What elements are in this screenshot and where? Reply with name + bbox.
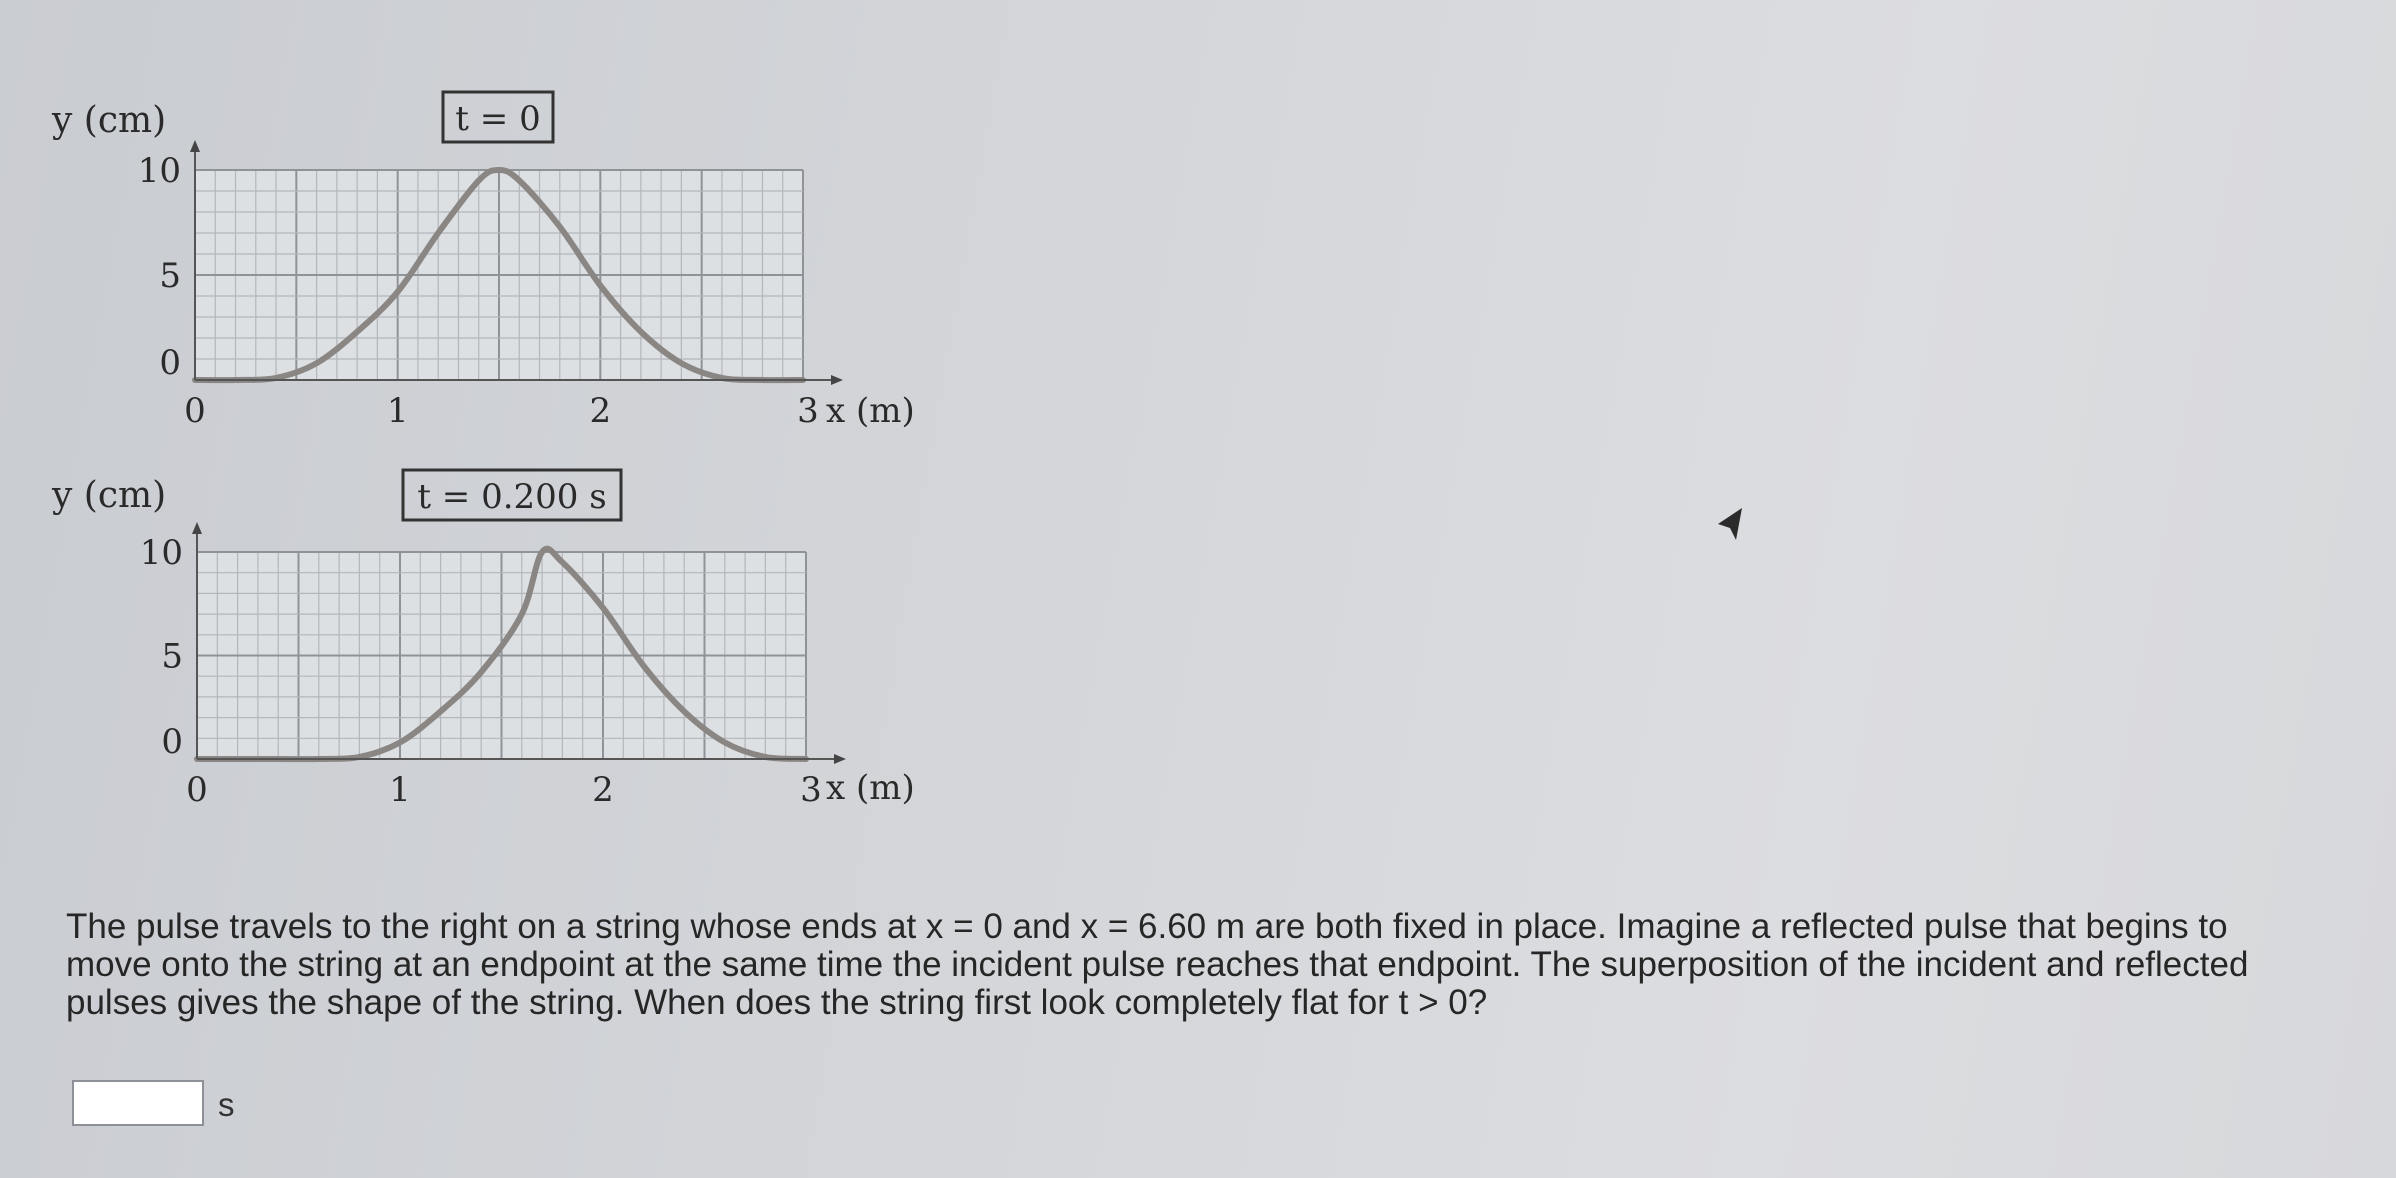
time-label: t = 0.200 s — [417, 477, 607, 517]
pulse-graph-t0200 — [0, 455, 1000, 835]
question-text: The pulse travels to the right on a string whose ends at x = 0 and x = 6.60 m are both fixed in place. Imagine a reflected pulse that begins to move onto the string at an endpoint at the same time the incident pulse reaches that endpoint. The superposition of the incident and reflected pulses gives the shape of the string. When does the string first look completely flat for t > 0? — [66, 907, 2249, 1022]
x-tick-label: 2 — [592, 770, 614, 810]
y-tick-label: 5 — [161, 636, 183, 677]
x-tick-label: 0 — [184, 391, 206, 431]
x-axis-arrow-icon — [834, 754, 846, 764]
x-tick-label: 3 — [797, 391, 819, 431]
y-axis-arrow-icon — [192, 522, 202, 534]
mouse-cursor-icon — [1716, 506, 1748, 542]
pulse-graph-t0 — [0, 80, 1000, 460]
answer-input[interactable] — [72, 1080, 204, 1126]
time-label: t = 0 — [455, 99, 541, 139]
y-axis-arrow-icon — [190, 140, 200, 152]
x-tick-label: 3 — [800, 770, 822, 810]
y-tick-label: 5 — [159, 256, 181, 296]
x-tick-label: 1 — [389, 770, 411, 810]
x-axis-label: x (m) — [826, 768, 915, 808]
x-tick-label: 0 — [186, 770, 208, 810]
x-axis-arrow-icon — [831, 375, 843, 385]
y-axis-label: y (cm) — [52, 475, 167, 516]
answer-unit-label: s — [218, 1086, 235, 1123]
x-axis-label: x (m) — [826, 391, 915, 431]
x-tick-label: 2 — [589, 391, 612, 431]
y-tick-label: 10 — [137, 151, 181, 191]
y-tick-label: 0 — [161, 722, 183, 762]
x-tick-label: 1 — [386, 391, 409, 431]
y-axis-label: y (cm) — [52, 100, 167, 141]
y-tick-label: 10 — [139, 533, 183, 573]
y-tick-label: 0 — [159, 343, 181, 383]
